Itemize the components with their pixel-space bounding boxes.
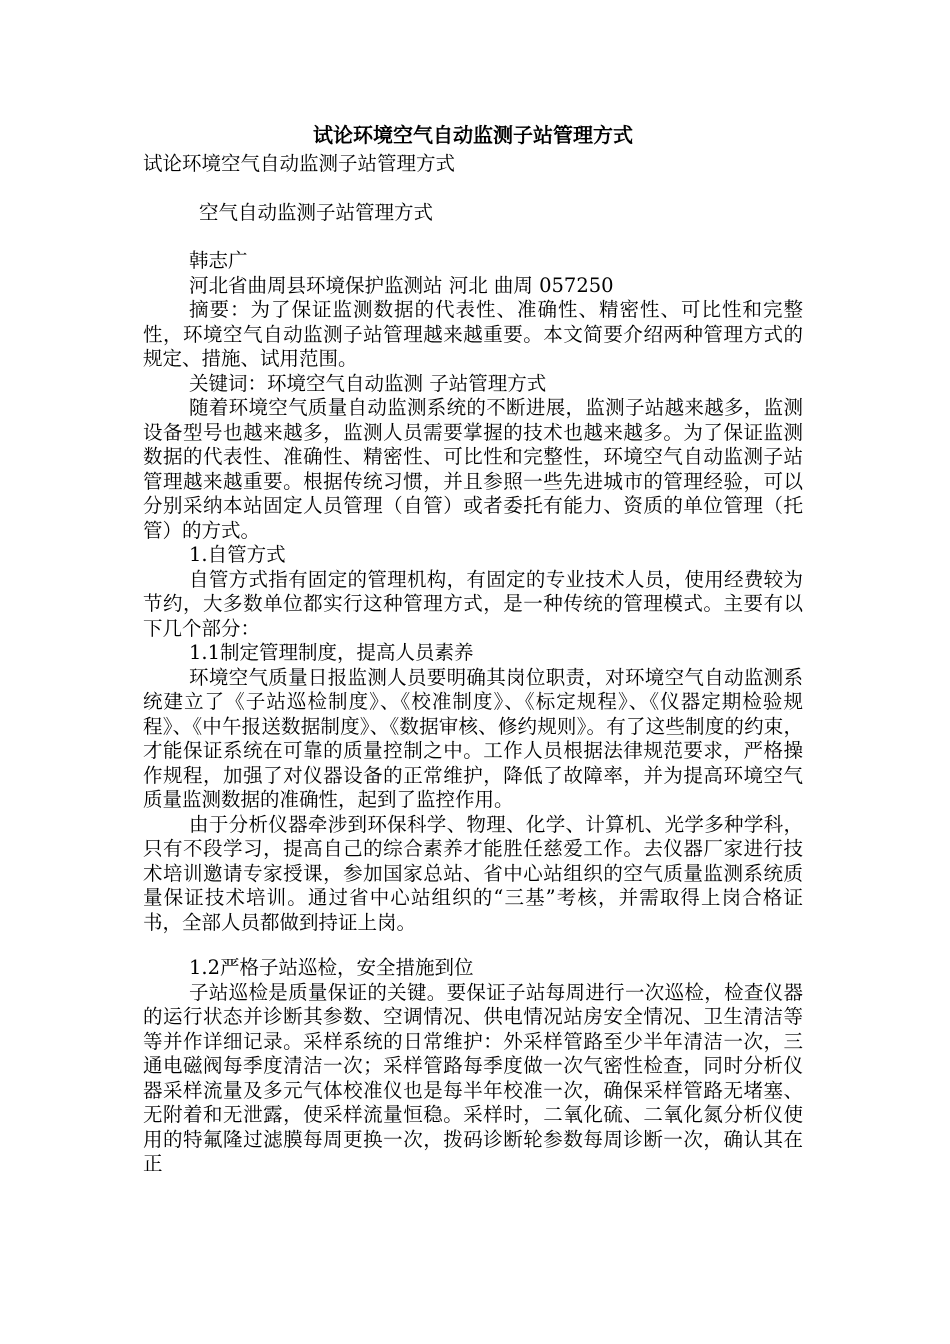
document-title: 试论环境空气自动监测子站管理方式 <box>313 123 633 147</box>
subtitle: 空气自动监测子站管理方式 <box>199 200 434 224</box>
section-1-paragraph: 自管方式指有固定的管理机构，有固定的专业技术人员，使用经费较为节约，大多数单位都实行这种管理方式，是一种传统的管理模式。主要有以下几个部分： <box>143 567 803 640</box>
section-1-2-paragraph: 子站巡检是质量保证的关键。要保证子站每周进行一次巡检，检查仪器的运行状态并诊断其参数、空调情况、供电情况站房安全情况、卫生清洁等等并作详细记录。采样系统的日常维护：外采样管路至少半年清洁一次，三通电磁阀每季度清洁一次；采样管路每季度做一次气密性检查，同时分析仪器采样流量及多元气体校准仪也是每半年校准一次，确保采样管路无堵塞、无附着和无泄露，使采样流量恒稳。采样时，二氧化硫、二氧化氮分析仪使用的特氟隆过滤膜每周更换一次，拨码诊断轮参数每周诊断一次，确认其在正 <box>143 980 803 1175</box>
spacer <box>143 935 803 956</box>
section-1-1-paragraph: 环境空气质量日报监测人员要明确其岗位职责，对环境空气自动监测系统建立了《子站巡检制度》、《校准制度》、《标定规程》、《仪器定期检验规程》、《中午报送数据制度》、《数据审核、修约规则》。有了这些制度的约束，才能保证系统在可靠的质量控制之中。工作人员根据法律规范要求，严格操作规程，加强了对仪器设备的正常维护，降低了故障率，并为提高环境空气质量监测数据的准确性，起到了监控作用。 <box>143 665 803 811</box>
author-name: 韩志广 <box>189 249 248 272</box>
abstract: 摘要：为了保证监测数据的代表性、准确性、精密性、可比性和完整性，环境空气自动监测子站管理越来越重要。本文简要介绍两种管理方式的规定、措施、试用范围。 <box>143 298 803 370</box>
keywords: 关键词：环境空气自动监测 子站管理方式 <box>189 371 547 395</box>
section-1-1-paragraph-2: 由于分析仪器牵涉到环保科学、物理、化学、计算机、光学多种学科，只有不段学习，提高自己的综合素养才能胜任慈爱工作。去仪器厂家进行技术培训邀请专家授课，参加国家总站、省中心站组织的空气质量监测系统质量保证技术培训。通过省中心站组织的“三基”考核，并需取得上岗合格证书，全部人员都做到持证上岗。 <box>143 812 803 934</box>
section-1-1-heading: 1.1制定管理制度，提高人员素养 <box>189 641 474 664</box>
intro-paragraph: 随着环境空气质量自动监测系统的不断进展，监测子站越来越多，监测设备型号也越来越多，监测人员需要掌握的技术也越来越多。为了保证监测数据的代表性、准确性、精密性、可比性和完整性，环境空气自动监测子站管理越来越重要。根据传统习惯，并且参照一些先进城市的管理经验，可以分别采纳本站固定人员管理（自管）或者委托有能力、资质的单位管理（托管）的方式。 <box>143 396 803 542</box>
spacer <box>143 177 803 201</box>
document-page <box>143 118 803 1177</box>
section-1-2-heading: 1.2严格子站巡检，安全措施到位 <box>189 956 474 979</box>
spacer <box>143 225 803 249</box>
section-1-heading: 1.自管方式 <box>189 543 286 566</box>
repeat-title: 试论环境空气自动监测子站管理方式 <box>143 152 456 175</box>
affiliation: 河北省曲周县环境保护监测站 河北 曲周 057250 <box>189 273 614 297</box>
